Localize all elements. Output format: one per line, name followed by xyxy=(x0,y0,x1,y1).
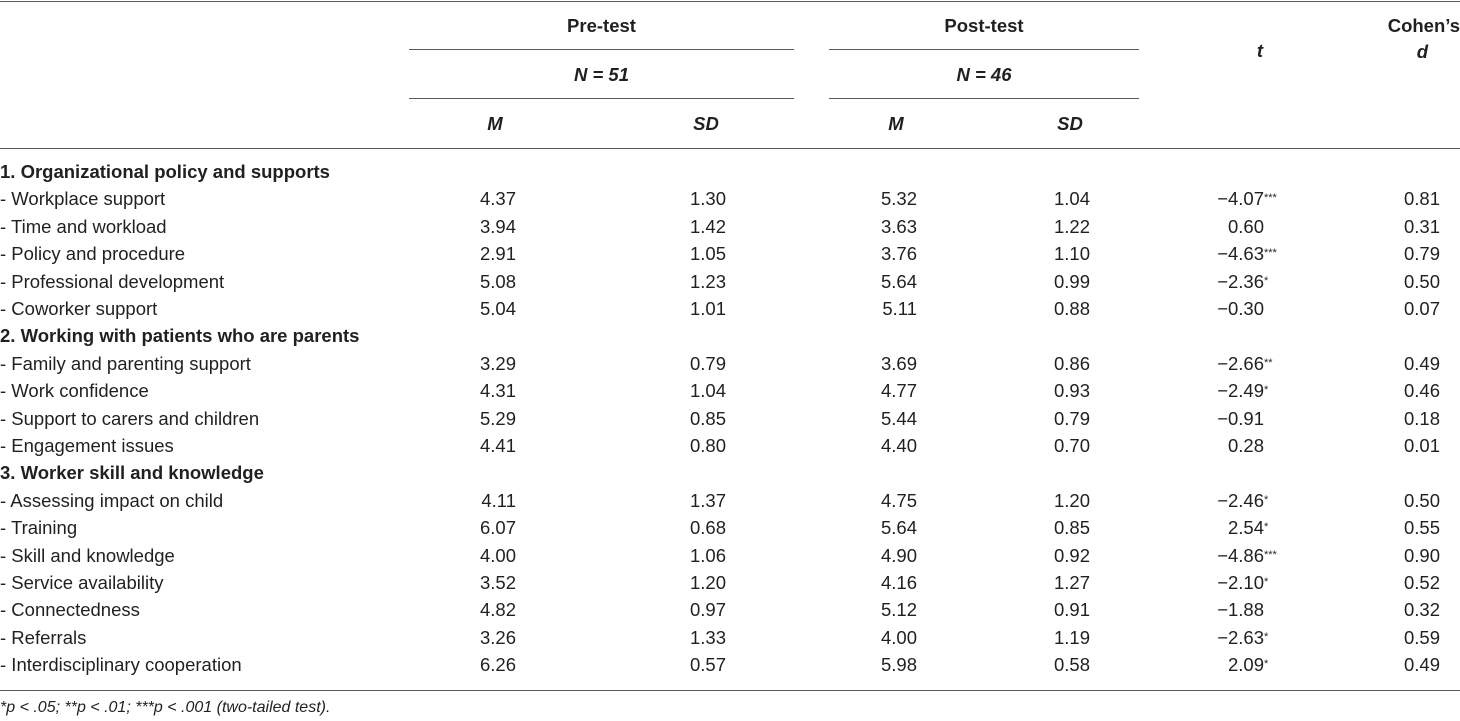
pre-m-value: 3.26 xyxy=(479,626,516,648)
table-footnote: *p < .05; **p < .01; ***p < .001 (two-tailed test). xyxy=(0,699,331,716)
post-sd-value: 0.88 xyxy=(1053,298,1090,319)
pre-n-rule xyxy=(409,98,794,99)
pre-sd-value: 1.06 xyxy=(689,544,726,566)
pre-m-value: 6.26 xyxy=(479,654,516,676)
t-number: −0.30 xyxy=(1217,298,1264,319)
t-value xyxy=(1190,243,1286,265)
post-sd-value: 1.22 xyxy=(1053,215,1090,237)
cohens-d-value: 0.01 xyxy=(1403,435,1440,456)
post-sd-value: 0.86 xyxy=(1053,352,1090,374)
t-value xyxy=(1190,216,1286,238)
pre-sd-value: 1.30 xyxy=(689,188,726,210)
t-number: −2.66 xyxy=(1217,352,1264,374)
t-value xyxy=(1190,188,1286,210)
post-sd-header: SD xyxy=(1057,113,1083,134)
row-label: - Family and parenting support xyxy=(0,352,251,374)
post-m-value: 5.64 xyxy=(880,270,917,292)
significance-stars: *** xyxy=(1264,548,1277,561)
significance-stars: * xyxy=(1264,384,1269,397)
row-label: - Connectedness xyxy=(0,599,140,621)
cohens-d-value: 0.50 xyxy=(1403,489,1440,511)
pre-sd-value: 0.68 xyxy=(689,517,726,539)
t-value xyxy=(1190,408,1286,430)
pre-m-value: 5.04 xyxy=(479,298,516,319)
t-value xyxy=(1190,380,1286,402)
row-label: - Skill and knowledge xyxy=(0,544,175,566)
pre-m-value: 2.91 xyxy=(479,243,516,265)
row-label: - Interdisciplinary cooperation xyxy=(0,654,242,676)
t-number: −2.10 xyxy=(1217,572,1264,593)
significance-stars: * xyxy=(1264,630,1269,643)
post-m-value: 3.76 xyxy=(880,243,917,265)
cohens-d-value: 0.49 xyxy=(1403,352,1440,374)
pre-sd-value: 1.01 xyxy=(689,298,726,319)
post-m-value: 4.90 xyxy=(880,544,917,566)
t-value xyxy=(1190,435,1286,457)
row-label: - Work confidence xyxy=(0,380,149,402)
row-label: - Assessing impact on child xyxy=(0,489,224,511)
cohens-d-value: 0.46 xyxy=(1403,380,1440,402)
significance-stars: * xyxy=(1264,493,1269,506)
section-heading: 3. Worker skill and knowledge xyxy=(0,462,264,484)
top-rule xyxy=(0,1,1460,2)
pre-sd-value: 0.85 xyxy=(689,407,726,429)
significance-stars: * xyxy=(1264,658,1269,671)
pre-m-value: 4.11 xyxy=(481,489,516,511)
post-test-header: Post-test xyxy=(944,15,1024,36)
row-label: - Time and workload xyxy=(0,215,167,237)
pre-sd-value: 0.79 xyxy=(689,352,726,374)
pre-m-value: 5.08 xyxy=(479,270,516,292)
t-value xyxy=(1190,517,1286,539)
t-number: −2.36 xyxy=(1217,270,1264,292)
pre-sd-value: 1.23 xyxy=(689,270,726,292)
significance-stars: * xyxy=(1264,576,1269,588)
pre-m-value: 4.00 xyxy=(479,544,516,566)
post-sd-value: 0.79 xyxy=(1053,407,1090,429)
pre-m-value: 4.41 xyxy=(479,435,516,456)
header-bottom-rule xyxy=(0,148,1460,149)
table-bottom-rule xyxy=(0,690,1460,691)
t-value xyxy=(1190,545,1286,567)
pre-sd-value: 1.33 xyxy=(689,626,726,648)
cohens-d-value: 0.50 xyxy=(1403,270,1440,292)
cohens-d-value: 0.59 xyxy=(1403,626,1440,648)
pre-test-rule xyxy=(409,49,794,50)
post-m-value: 5.32 xyxy=(880,188,917,210)
t-number: 0.28 xyxy=(1227,435,1264,456)
t-value xyxy=(1190,490,1286,512)
post-m-value: 5.44 xyxy=(880,407,917,429)
post-test-rule xyxy=(829,49,1139,50)
post-sd-value: 0.92 xyxy=(1053,544,1090,566)
pre-m-value: 4.37 xyxy=(479,188,516,210)
cohens-d-header-line1: Cohen’s xyxy=(1387,15,1460,36)
row-label: - Service availability xyxy=(0,572,164,593)
cohens-d-value: 0.90 xyxy=(1403,544,1440,566)
cohens-d-value: 0.32 xyxy=(1403,599,1440,621)
row-label: - Referrals xyxy=(0,626,87,648)
pre-m-value: 3.94 xyxy=(479,215,516,237)
pre-sd-value: 1.05 xyxy=(689,243,726,265)
post-sd-value: 0.91 xyxy=(1053,599,1090,621)
row-label: - Coworker support xyxy=(0,298,158,319)
t-value xyxy=(1190,298,1286,320)
pre-test-header: Pre-test xyxy=(567,15,636,36)
cohens-d-header-line2: d xyxy=(1416,41,1428,62)
cohens-d-value: 0.49 xyxy=(1403,654,1440,676)
pre-m-value: 4.82 xyxy=(479,599,516,621)
pre-sd-value: 1.42 xyxy=(689,215,726,237)
section-heading: 1. Organizational policy and supports xyxy=(0,161,330,182)
t-value xyxy=(1190,627,1286,649)
t-value xyxy=(1190,654,1286,676)
post-sd-value: 1.27 xyxy=(1053,572,1090,593)
pre-sd-value: 1.20 xyxy=(689,572,726,593)
t-number: −2.46 xyxy=(1217,489,1264,511)
row-label: - Workplace support xyxy=(0,188,166,210)
pre-sd-value: 1.04 xyxy=(689,380,726,402)
t-number: 2.54 xyxy=(1227,517,1264,539)
t-header: t xyxy=(1256,40,1264,61)
cohens-d-value: 0.52 xyxy=(1403,572,1440,593)
pre-m-value: 4.31 xyxy=(479,380,516,402)
post-m-value: 5.12 xyxy=(880,599,917,621)
post-m-header: M xyxy=(888,113,904,134)
t-number: 2.09 xyxy=(1227,654,1264,676)
significance-stars: ** xyxy=(1264,356,1273,369)
row-label: - Professional development xyxy=(0,270,225,292)
post-m-value: 4.77 xyxy=(880,380,917,402)
row-label: - Engagement issues xyxy=(0,435,174,456)
pre-m-value: 6.07 xyxy=(479,517,516,539)
significance-stars: *** xyxy=(1264,247,1277,260)
post-m-value: 4.75 xyxy=(880,489,917,511)
post-m-value: 3.69 xyxy=(880,352,917,374)
pre-m-value: 3.29 xyxy=(479,352,516,374)
row-label: - Support to carers and children xyxy=(0,407,260,429)
post-sd-value: 0.70 xyxy=(1053,435,1090,456)
t-number: −2.63 xyxy=(1217,626,1264,648)
post-m-value: 5.98 xyxy=(880,654,917,676)
post-n-header: N = 46 xyxy=(956,64,1012,85)
t-value xyxy=(1190,271,1286,293)
post-sd-value: 1.10 xyxy=(1053,243,1090,265)
significance-stars: * xyxy=(1264,521,1269,534)
t-number: −2.49 xyxy=(1217,380,1264,402)
cohens-d-value: 0.31 xyxy=(1403,215,1440,237)
cohens-d-value: 0.18 xyxy=(1403,407,1440,429)
significance-stars: * xyxy=(1264,274,1269,287)
post-m-value: 3.63 xyxy=(880,215,917,237)
post-sd-value: 1.04 xyxy=(1053,188,1090,210)
post-m-value: 5.11 xyxy=(882,298,917,319)
t-number: −4.86 xyxy=(1217,544,1264,566)
t-number: −1.88 xyxy=(1217,599,1264,621)
post-n-rule xyxy=(829,98,1139,99)
t-value xyxy=(1190,353,1286,375)
pre-n-header: N = 51 xyxy=(573,64,630,85)
t-number: 0.60 xyxy=(1227,215,1264,237)
t-number: −4.63 xyxy=(1217,243,1264,265)
post-m-value: 4.00 xyxy=(880,626,917,648)
pre-sd-value: 1.37 xyxy=(689,489,726,511)
pre-m-header: M xyxy=(487,113,503,134)
section-heading: 2. Working with patients who are parents xyxy=(0,325,360,347)
post-sd-value: 0.99 xyxy=(1053,270,1090,292)
post-sd-value: 0.85 xyxy=(1053,517,1090,539)
pre-sd-value: 0.97 xyxy=(689,599,726,621)
pre-sd-header: SD xyxy=(693,113,719,134)
post-sd-value: 0.58 xyxy=(1053,654,1090,676)
t-value xyxy=(1190,599,1286,621)
cohens-d-value: 0.07 xyxy=(1403,298,1440,319)
pre-m-value: 3.52 xyxy=(479,572,516,593)
cohens-d-value: 0.79 xyxy=(1403,243,1440,265)
post-sd-value: 1.19 xyxy=(1053,626,1090,648)
t-number: −4.07 xyxy=(1217,188,1264,210)
post-sd-value: 0.93 xyxy=(1053,380,1090,402)
row-label: - Policy and procedure xyxy=(0,243,186,265)
t-number: −0.91 xyxy=(1217,407,1264,429)
post-m-value: 4.40 xyxy=(880,435,917,456)
cohens-d-value: 0.55 xyxy=(1403,517,1440,539)
cohens-d-value: 0.81 xyxy=(1403,188,1440,210)
pre-sd-value: 0.57 xyxy=(689,654,726,676)
t-value xyxy=(1190,572,1286,594)
post-m-value: 4.16 xyxy=(880,572,917,593)
significance-stars: *** xyxy=(1264,192,1277,205)
pre-sd-value: 0.80 xyxy=(689,435,726,456)
pre-m-value: 5.29 xyxy=(479,407,516,429)
post-sd-value: 1.20 xyxy=(1053,489,1090,511)
row-label: - Training xyxy=(0,517,78,539)
post-m-value: 5.64 xyxy=(880,517,917,539)
